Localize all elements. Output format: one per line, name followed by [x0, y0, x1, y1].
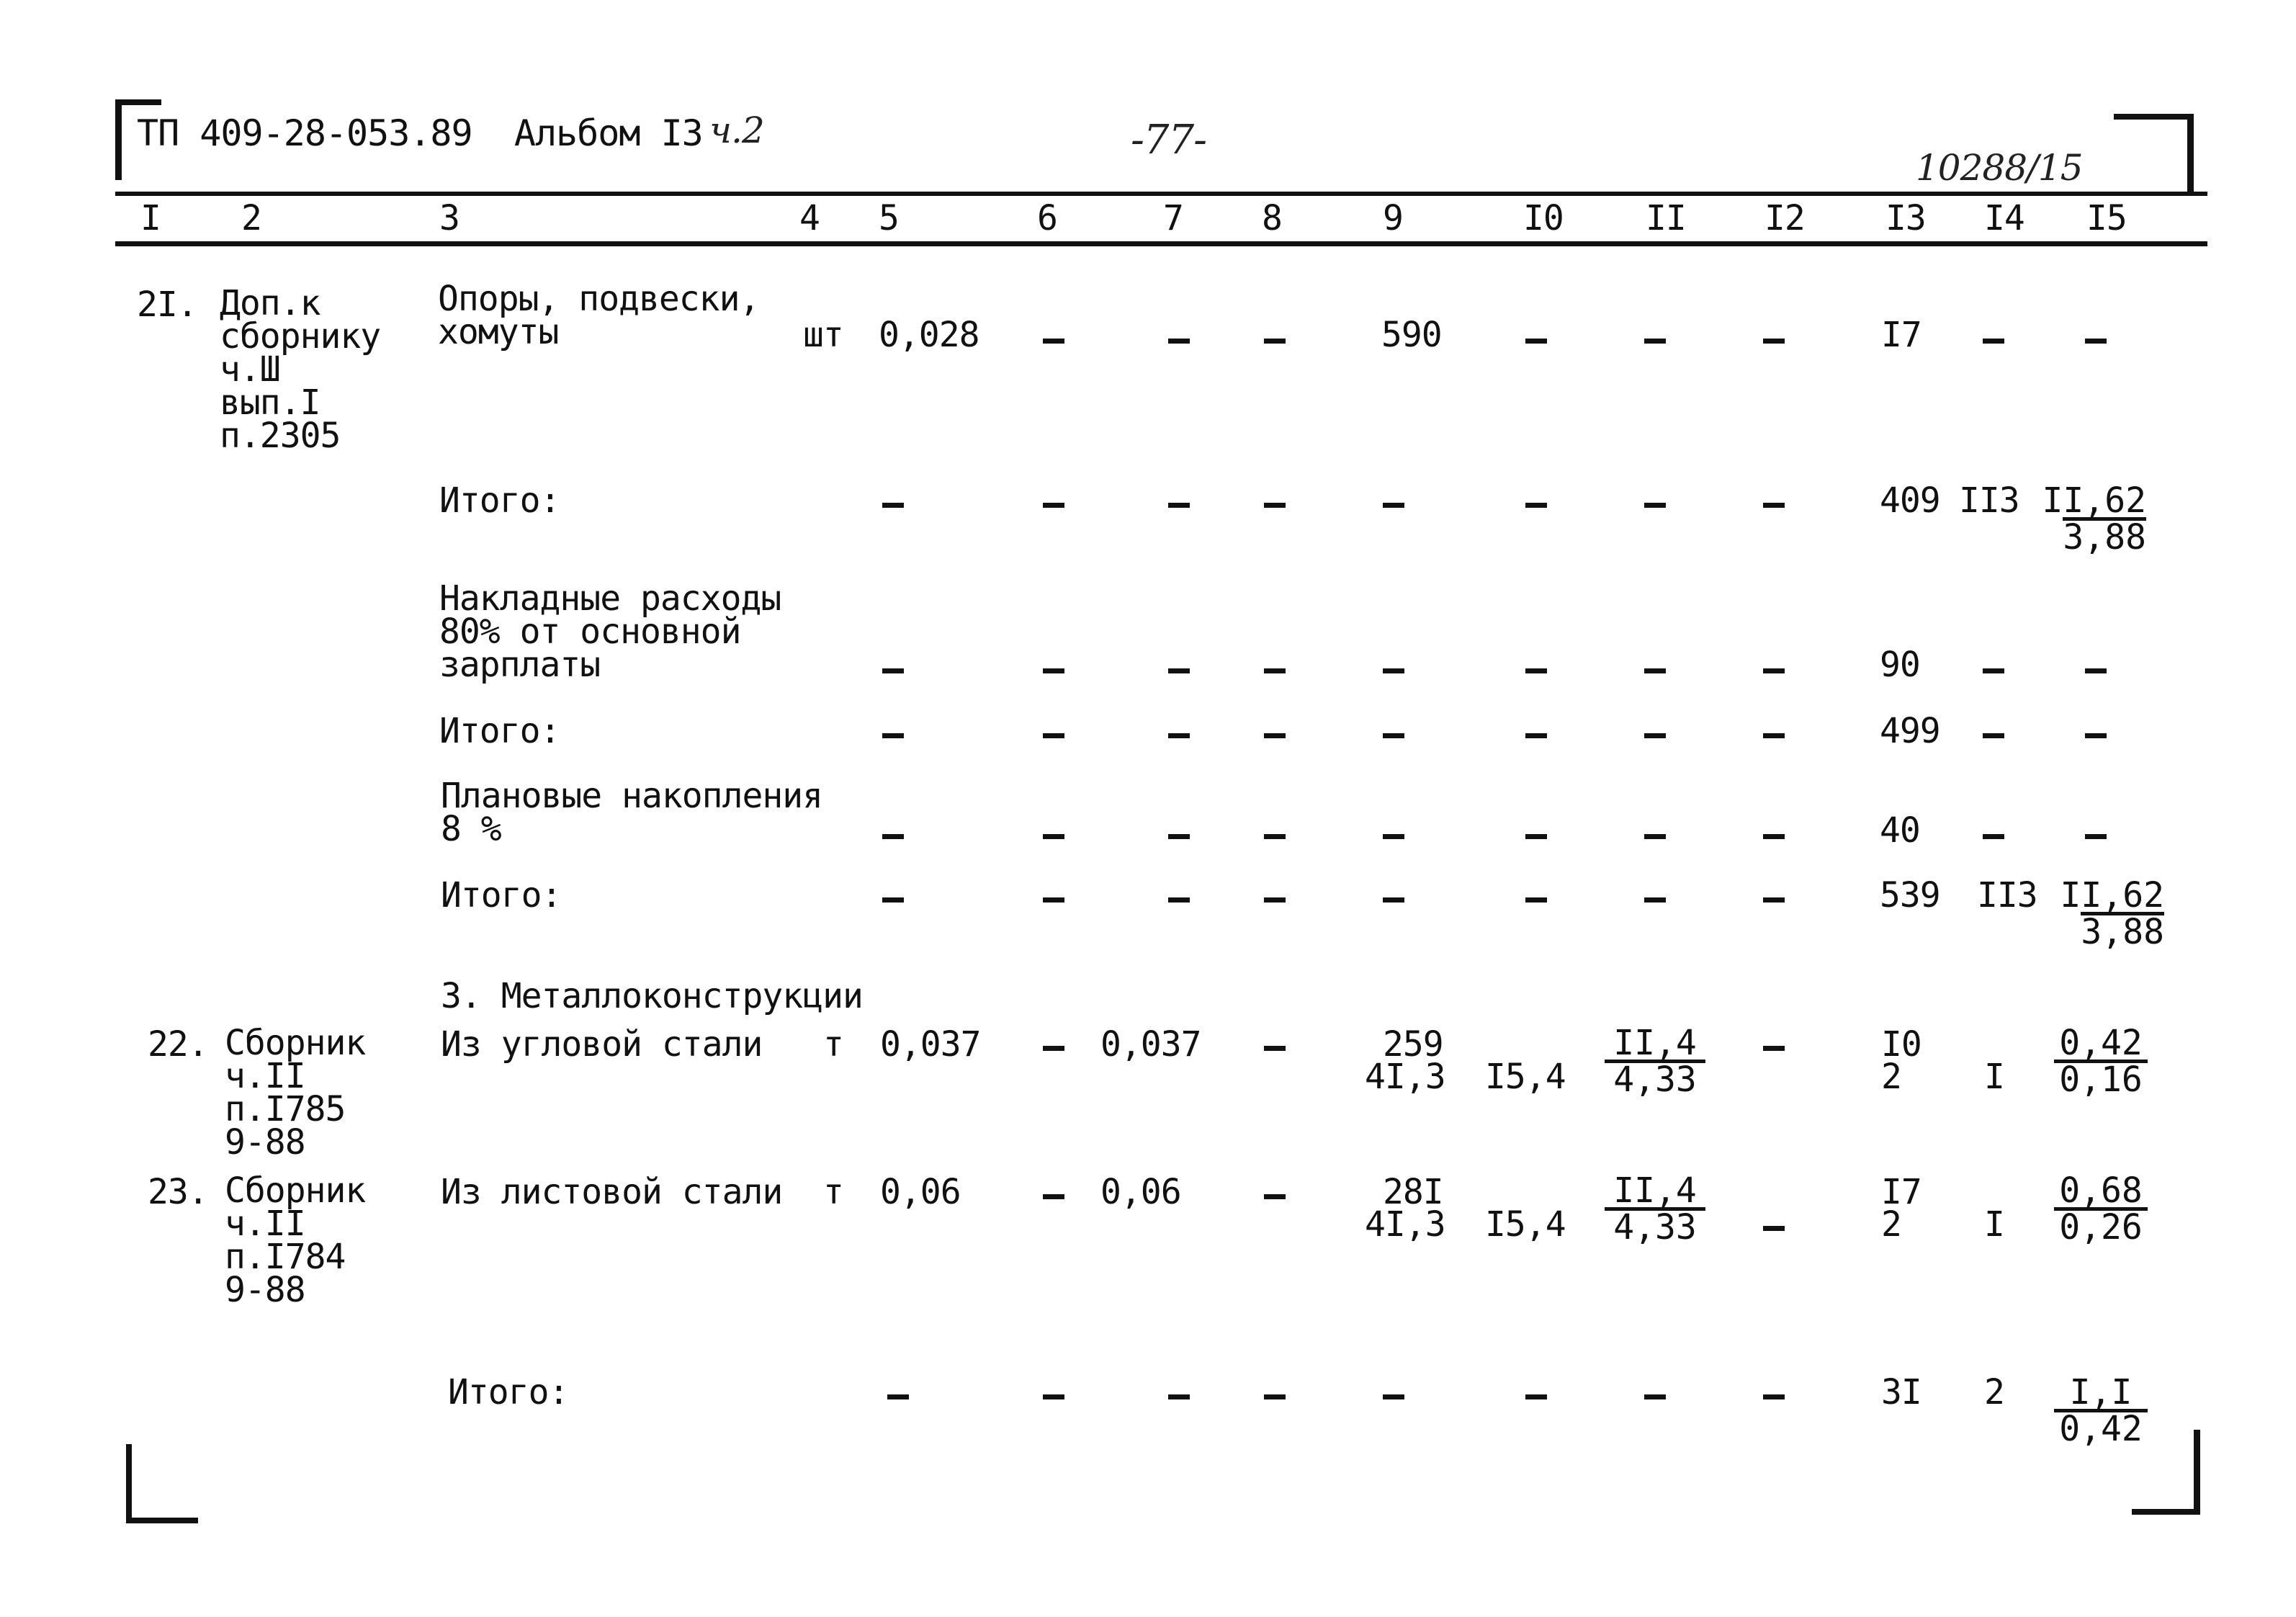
dash-c8: [1264, 733, 1286, 738]
frame-corner-bottom-right-horizontal: [2132, 1509, 2200, 1515]
savings-label: Плановые накопления 8 %: [441, 776, 823, 849]
cell-c9-bottom: 4I,3: [1365, 1204, 1445, 1245]
col-header-2: 2: [241, 198, 261, 238]
dash-c11: [1644, 668, 1666, 673]
dash-c8: [1264, 1194, 1286, 1199]
dash-c6: [1043, 668, 1064, 673]
dash-c12: [1763, 897, 1785, 902]
dash-c6: [1043, 1046, 1064, 1051]
dash-c12: [1763, 1046, 1785, 1051]
dash-c15: [2085, 668, 2107, 673]
col-header-4: 4: [799, 198, 820, 238]
dash-c8: [1264, 897, 1286, 902]
header-rule-bottom: [115, 241, 2207, 246]
dash-c8: [1264, 1046, 1286, 1051]
dash-c5: [887, 1394, 909, 1399]
cell-c13-bottom: 2: [1881, 1057, 1901, 1097]
cell-c9-top: 28I: [1383, 1172, 1443, 1212]
dash-c7: [1168, 897, 1190, 902]
dash-c8: [1264, 668, 1286, 673]
total-label: Итого:: [441, 875, 562, 915]
section-heading: 3. Металлоконструкции: [441, 976, 863, 1016]
cell-c13-top: I0: [1881, 1024, 1921, 1065]
fraction-denominator: 4,33: [1605, 1207, 1705, 1244]
dash-c7: [1168, 339, 1190, 344]
fraction-numerator: II,62: [2060, 875, 2164, 915]
row-name: Опоры, подвески, хомуты: [438, 279, 760, 352]
col-header-12: I2: [1764, 198, 1805, 238]
dash-c5: [882, 834, 904, 839]
dash-c6: [1043, 1394, 1064, 1399]
dash-c5: [882, 733, 904, 738]
dash-c10: [1525, 1394, 1547, 1399]
cell-c9: 590: [1381, 315, 1442, 355]
dash-c7: [1168, 503, 1190, 508]
fraction-denominator: 0,26: [2054, 1207, 2148, 1244]
row-source: Доп.к сборнику ч.Ш вып.I п.2305: [220, 283, 381, 456]
col-header-9: 9: [1383, 198, 1403, 238]
doc-part: ч.2: [709, 109, 764, 151]
dash-c5: [882, 668, 904, 673]
col-header-11: II: [1646, 198, 1686, 238]
fraction-denominator: 0,42: [2054, 1409, 2148, 1446]
dash-c15: [2085, 834, 2107, 839]
dash-c7: [1168, 1394, 1190, 1399]
dash-c14: [1983, 733, 2004, 738]
dash-c9: [1383, 668, 1404, 673]
cell-c15-fraction: [2054, 1023, 2148, 1100]
cell-c9-top: 259: [1383, 1024, 1443, 1065]
cell-c14: II3: [1959, 480, 2019, 521]
row-name: Из угловой стали: [441, 1024, 763, 1065]
dash-c9: [1383, 733, 1404, 738]
frame-corner-bottom-left-horizontal: [126, 1518, 198, 1523]
dash-c5: [882, 897, 904, 902]
row-unit: шт: [803, 315, 843, 355]
col-header-7: 7: [1163, 198, 1183, 238]
cell-c13: 409: [1880, 480, 1940, 521]
dash-c14: [1983, 339, 2004, 344]
cell-c13: 3I: [1881, 1372, 1921, 1412]
col-header-14: I4: [1984, 198, 2024, 238]
row-number: 23.: [148, 1172, 208, 1212]
dash-c12: [1763, 834, 1785, 839]
dash-c6: [1043, 733, 1064, 738]
dash-c12: [1763, 339, 1785, 344]
dash-c7: [1168, 834, 1190, 839]
col-header-13: I3: [1885, 198, 1926, 238]
dash-c12: [1763, 733, 1785, 738]
dash-c7: [1168, 668, 1190, 673]
total-label: Итого:: [439, 711, 560, 751]
fraction-numerator: II,62: [2042, 480, 2146, 521]
dash-c6: [1043, 1194, 1064, 1199]
col-header-5: 5: [879, 198, 899, 238]
dash-c10: [1525, 339, 1547, 344]
dash-c8: [1264, 339, 1286, 344]
dash-c9: [1383, 503, 1404, 508]
dash-c6: [1043, 897, 1064, 902]
total-label: Итого:: [439, 480, 560, 521]
dash-c11: [1644, 339, 1666, 344]
col-header-1: I: [140, 198, 161, 238]
overhead-label: Накладные расходы 80% от основной зарплаты: [439, 578, 781, 685]
dash-c10: [1525, 897, 1547, 902]
dash-c9: [1383, 1394, 1404, 1399]
dash-c10: [1525, 668, 1547, 673]
doc-number: 10288/15: [1916, 147, 2083, 189]
row-number: 22.: [148, 1024, 208, 1065]
cell-c7: 0,037: [1100, 1024, 1201, 1065]
frame-corner-top-right-horizontal: [2114, 114, 2193, 120]
frame-corner-bottom-right-vertical: [2194, 1430, 2200, 1515]
dash-c7: [1168, 733, 1190, 738]
col-header-10: I0: [1523, 198, 1564, 238]
cell-c15-fraction: [2031, 480, 2146, 557]
dash-c9: [1383, 897, 1404, 902]
cell-c10: I5,4: [1485, 1204, 1566, 1245]
cell-c14: I: [1984, 1057, 2004, 1097]
frame-corner-top-left-horizontal: [115, 99, 161, 105]
dash-c6: [1043, 503, 1064, 508]
dash-c15: [2085, 733, 2107, 738]
dash-c10: [1525, 733, 1547, 738]
fraction-numerator: I,I: [2069, 1372, 2133, 1412]
cell-c5: 0,028: [879, 315, 979, 355]
dash-c12: [1763, 1226, 1785, 1231]
header-rule-top: [115, 192, 2207, 196]
dash-c14: [1983, 668, 2004, 673]
dash-c15: [2085, 339, 2107, 344]
cell-c13: I7: [1881, 315, 1921, 355]
dash-c11: [1644, 503, 1666, 508]
fraction-denominator: 0,16: [2054, 1060, 2148, 1096]
col-header-15: I5: [2086, 198, 2127, 238]
fraction-numerator: 0,68: [2059, 1170, 2143, 1211]
col-header-6: 6: [1037, 198, 1057, 238]
cell-c7: 0,06: [1100, 1172, 1181, 1212]
page-number: -77-: [1131, 117, 1207, 164]
dash-c10: [1525, 503, 1547, 508]
row-number: 2I.: [137, 285, 197, 325]
cell-c5: 0,06: [880, 1172, 961, 1212]
row-source: Сборник ч.II п.I785 9-88: [225, 1023, 366, 1163]
dash-c11: [1644, 733, 1666, 738]
fraction-numerator: II,4: [1613, 1023, 1697, 1063]
dash-c11: [1644, 834, 1666, 839]
cell-c15-fraction: [2049, 875, 2164, 952]
row-unit: т: [823, 1172, 843, 1212]
cell-c13: 40: [1880, 810, 1920, 851]
dash-c14: [1983, 834, 2004, 839]
dash-c8: [1264, 834, 1286, 839]
fraction-denominator: 4,33: [1605, 1060, 1705, 1096]
frame-corner-bottom-left-vertical: [126, 1444, 132, 1523]
cell-c14: I: [1984, 1204, 2004, 1245]
frame-corner-top-left-vertical: [115, 99, 122, 180]
frame-corner-top-right-vertical: [2187, 114, 2194, 194]
cell-c13: 539: [1880, 875, 1940, 915]
cell-c15-fraction: [2054, 1372, 2148, 1449]
row-source: Сборник ч.II п.I784 9-88: [225, 1170, 366, 1310]
cell-c11-fraction: [1605, 1170, 1705, 1248]
dash-c8: [1264, 503, 1286, 508]
dash-c12: [1763, 1394, 1785, 1399]
cell-c13-top: I7: [1881, 1172, 1921, 1212]
row-unit: т: [823, 1024, 843, 1065]
row-name: Из листовой стали: [441, 1172, 783, 1212]
cell-c14: 2: [1984, 1372, 2004, 1412]
fraction-numerator: II,4: [1613, 1170, 1697, 1211]
fraction-numerator: 0,42: [2059, 1023, 2143, 1063]
cell-c13: 90: [1880, 645, 1920, 685]
col-header-8: 8: [1262, 198, 1282, 238]
cell-c11-fraction: [1605, 1023, 1705, 1100]
dash-c9: [1383, 834, 1404, 839]
doc-title: ТП 409-28-053.89 Альбом I3: [137, 112, 703, 154]
dash-c6: [1043, 339, 1064, 344]
dash-c12: [1763, 503, 1785, 508]
dash-c12: [1763, 668, 1785, 673]
cell-c13: 499: [1880, 711, 1940, 751]
total-label: Итого:: [448, 1372, 569, 1412]
fraction-denominator: 3,88: [2081, 912, 2164, 952]
dash-c6: [1043, 834, 1064, 839]
cell-c14: II3: [1977, 875, 2037, 915]
dash-c11: [1644, 897, 1666, 902]
cell-c15-fraction: [2054, 1170, 2148, 1248]
col-header-3: 3: [439, 198, 459, 238]
dash-c8: [1264, 1394, 1286, 1399]
cell-c10: I5,4: [1485, 1057, 1566, 1097]
dash-c5: [882, 503, 904, 508]
fraction-denominator: 3,88: [2063, 517, 2146, 557]
dash-c11: [1644, 1394, 1666, 1399]
cell-c5: 0,037: [880, 1024, 981, 1065]
dash-c10: [1525, 834, 1547, 839]
cell-c13-bottom: 2: [1881, 1204, 1901, 1245]
cell-c9-bottom: 4I,3: [1365, 1057, 1445, 1097]
